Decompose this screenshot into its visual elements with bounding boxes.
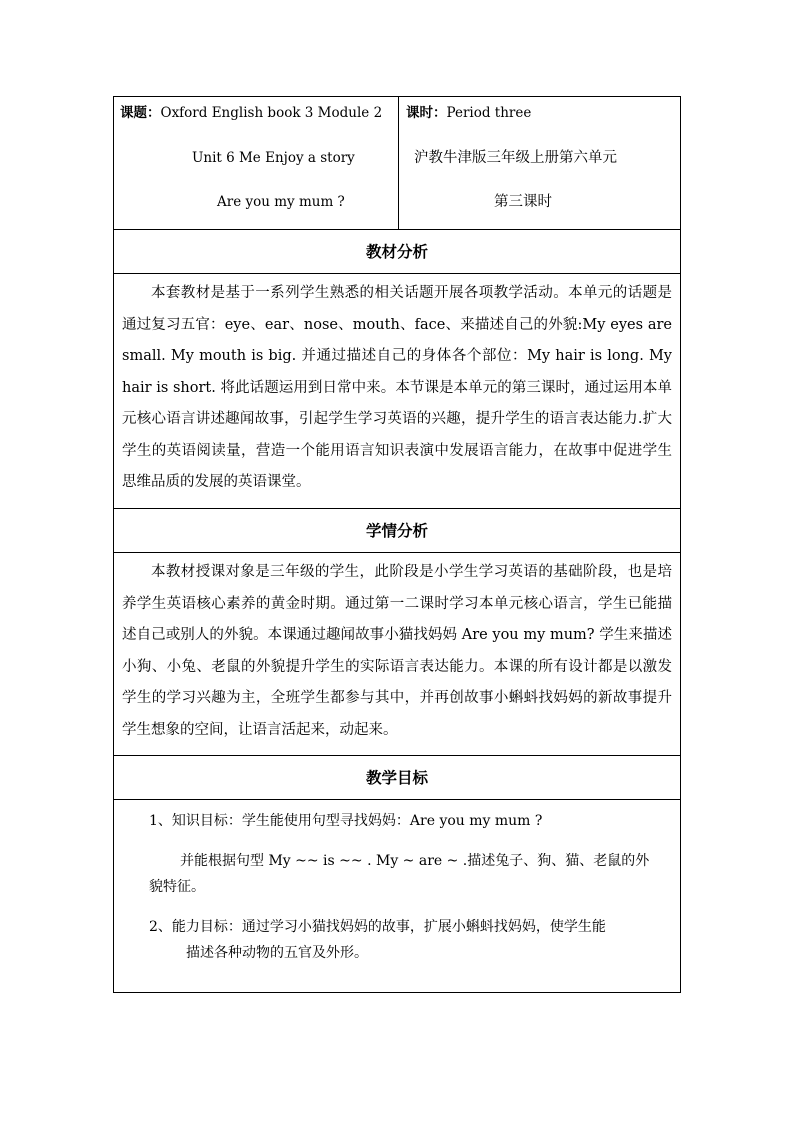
goal-1-line-2: 并能根据句型 My ~~ is ~~ . My ~ are ~ .描述兔子、狗、猫、老鼠的外 xyxy=(180,853,650,869)
textbook-analysis-body-row xyxy=(114,274,681,509)
textbook-analysis-body: 本套教材是基于一系列学生熟悉的相关话题开展各项教学活动。本单元的话题是通过复习五官：eye、ear、nose、mouth、face、来描述自己的外貌:My eyes are small. My mouth is big. 并通过描述自己的身体各个部位：My hair is long. My hair is short. 将此话题运用到日常中来。本节课是本单元的第三课时，通过运用本单元核心语言讲述趣闻故事，引起学生学习英语的兴趣，提升学生的语言表达能力.扩大学生的英语阅读量，营造一个能用语言知识表演中发展语言能力，在故事中促进学生思维品质的发展的英语课堂。 xyxy=(122,285,672,490)
objectives-cell xyxy=(114,800,681,993)
goal-2-line-1: 2、能力目标：通过学习小猫找妈妈的故事，扩展小蝌蚪找妈妈，使学生能 xyxy=(149,919,606,935)
student-analysis-cell xyxy=(114,553,681,756)
textbook-analysis-title-row xyxy=(114,230,681,274)
course-title: Oxford English book 3 Module 2 xyxy=(160,105,383,121)
story-line: Are you my mum ? xyxy=(217,194,345,210)
period-value: Period three xyxy=(446,105,532,121)
period-cell xyxy=(399,97,681,230)
student-analysis-title: 学情分析 xyxy=(114,509,681,553)
lesson-plan-table xyxy=(113,96,681,993)
lesson-line: 第三课时 xyxy=(494,194,552,210)
course-title-line xyxy=(120,104,382,122)
unit-line: Unit 6 Me Enjoy a story xyxy=(192,150,355,166)
course-cell xyxy=(114,97,399,230)
goal-1-line-1: 1、知识目标：学生能使用句型寻找妈妈：Are you my mum ? xyxy=(149,813,543,829)
textbook-line: 沪教牛津版三年级上册第六单元 xyxy=(414,150,617,166)
student-analysis-body: 本教材授课对象是三年级的学生，此阶段是小学生学习英语的基础阶段，也是培养学生英语核心素养的黄金时期。通过第一二课时学习本单元核心语言，学生已能描述自己或别人的外貌。本课通过趣闻故事小猫找妈妈 Are you my mum? 学生来描述小狗、小兔、老鼠的外貌提升学生的实际语言表达能力。本课的所有设计都是以激发学生的学习兴趣为主，全班学生都参与其中，并再创故事小蝌蚪找妈妈的新故事提升学生想象的空间，让语言活起来，动起来。 xyxy=(122,564,672,738)
student-analysis-title-row xyxy=(114,509,681,553)
goal-2-line-2: 描述各种动物的五官及外形。 xyxy=(186,945,368,961)
period-line xyxy=(406,104,531,122)
course-label: 课题： xyxy=(120,105,161,121)
objectives-title: 教学目标 xyxy=(114,756,681,800)
period-label: 课时： xyxy=(406,105,447,121)
textbook-analysis-cell xyxy=(114,274,681,509)
textbook-analysis-title: 教材分析 xyxy=(114,230,681,274)
header-row xyxy=(114,97,681,230)
objectives-body xyxy=(114,800,680,992)
objectives-body-row xyxy=(114,800,681,993)
objectives-title-row xyxy=(114,756,681,800)
student-analysis-body-row xyxy=(114,553,681,756)
goal-1-line-3: 貌特征。 xyxy=(149,879,205,895)
